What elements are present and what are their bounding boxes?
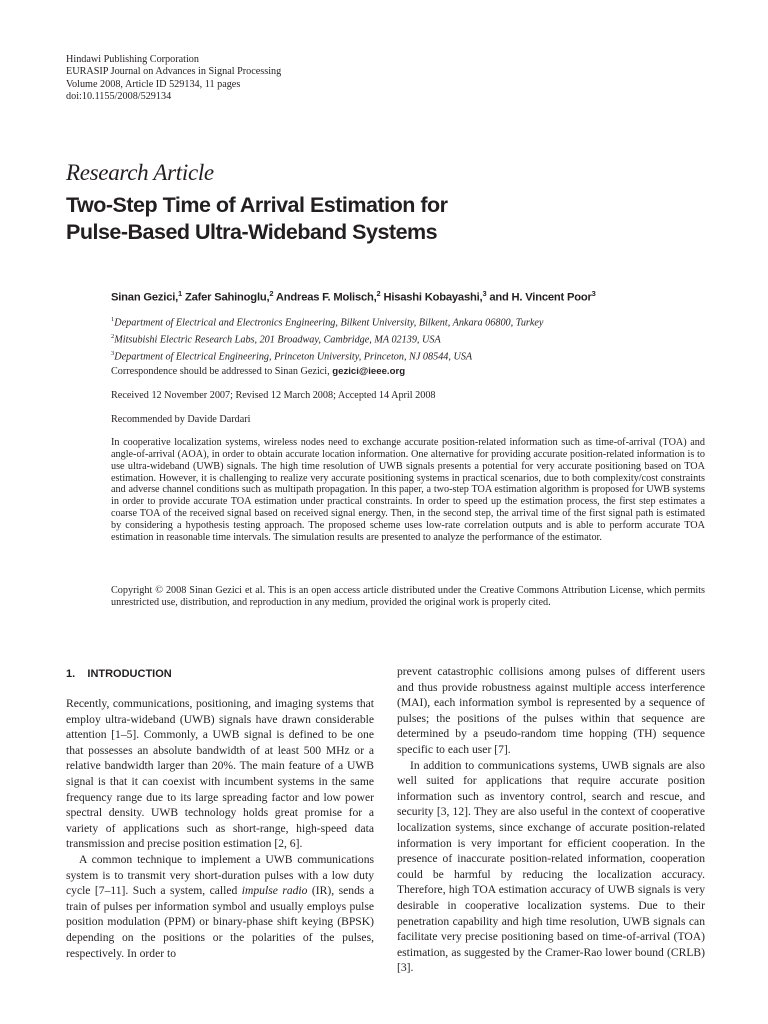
correspondence-email-link[interactable]: gezici@ieee.org [332,366,406,377]
left-column [66,696,374,961]
article-dates: Received 12 November 2007; Revised 12 March 2008; Accepted 14 April 2008 [111,390,436,401]
author-name: Zafer Sahinoglu, [184,291,270,304]
author-name: Hisashi Kobayashi, [383,291,483,304]
article-type: Research Article [66,160,214,185]
author-affiliation-mark: 1 [178,289,183,298]
affiliation-item: $^2$Mitsubishi Electric Research Labs, 201 Broadway, Cambridge, MA 02139, USA [111,333,441,346]
publisher-name: Hindawi Publishing Corporation [66,54,199,65]
publication-header [66,54,281,104]
affiliation-item: $^3$Department of Electrical Engineering, Princeton University, Princeton, NJ 08544, USA [111,350,473,363]
title-line-1: Two-Step Time of Arrival Estimation for [66,193,448,217]
volume-info: Volume 2008, Article ID 529134, 11 pages [66,78,241,90]
copyright-notice: Copyright © 2008 Sinan Gezici et al. This is an open access article distributed under the Creative Commons Attribution License, which permits unrestricted use, distribution, and reproduction in any medium, provided the original work is properly cited. [111,585,705,609]
section-heading: 1. INTRODUCTION [66,668,172,680]
paragraph: A common technique to implement a UWB communications system is to transmit very short-duration pulses with a low duty cycle [7–11]. Such a system, called impulse radio (IR), sends a train of pulses per information symbol and usually employs pulse position modulation (PPM) or binary-phase shift keying (BPSK) depending on the positions or the polarities of the pulses, respectively. In order to [66,852,374,960]
recommended-by: Recommended by Davide Dardari [111,414,251,425]
author-affiliation-mark: 3 [591,289,596,298]
title-line-2: Pulse-Based Ultra-Wideband Systems [66,220,438,244]
affiliations [111,313,543,364]
paragraph: prevent catastrophic collisions among pulses of different users and thus provide robustness against multiple access interference (MAI), each information symbol is represented by a sequence of pulses; the positions of the pulses within that sequence are determined by a pseudo-random time hopping (TH) sequence specific to each user [7]. [397,665,705,756]
journal-name: EURASIP Journal on Advances in Signal Processing [66,66,282,78]
author-name: Andreas F. Molisch, [275,291,377,304]
doi-link[interactable]: doi:10.1155/2008/529134 [66,91,172,103]
author-affiliation-mark: 2 [376,289,381,298]
paper-title [66,192,447,246]
correspondence-text: Correspondence should be addressed to Sinan Gezici, [111,366,333,377]
author-affiliation-mark: 2 [269,289,274,298]
author-list [111,289,596,304]
paragraph: Recently, communications, positioning, and imaging systems that employ ultra-wideband (UWB) signals have drawn considerable attention [1–5]. Commonly, a UWB signal is defined to be one that possesses an absolute bandwidth of at least 500 MHz or a relative bandwidth larger than 20%. The main feature of a UWB signal is that it can coexist with incumbent systems in the same frequency range due to its large spreading factor and low power spectral density. UWB technology holds great promise for a variety of applications such as short-range, high-speed data transmission and precise position estimation [2, 6]. [66,697,374,851]
abstract-text: In cooperative localization systems, wireless nodes need to exchange accurate position-related information such as time-of-arrival (TOA) and angle-of-arrival (AOA), in order to obtain accurate location information. One alternative for providing accurate position-related information is to use ultra-wideband (UWB) signals. The high time resolution of UWB signals presents a potential for very accurate positioning based on TOA estimation. However, it is challenging to realize very accurate positioning systems in practical scenarios, due to both complexity/cost constraints and adverse channel conditions such as multipath propagation. In this paper, a two-step TOA estimation algorithm is proposed for UWB systems in order to provide accurate TOA estimation under practical constraints. In order to speed up the estimation process, the first step estimates a coarse TOA of the received signal based on received signal energy. Then, in the second step, the arrival time of the first signal path is estimated by considering a hypothesis testing approach. The proposed scheme uses low-rate correlation outputs and is able to perform accurate TOA estimation in reasonable time intervals. The simulation results are presented to analyze the performance of the estimator. [111,437,705,543]
author-name: and H. Vincent Poor [489,291,592,304]
author-name: Sinan Gezici, [111,291,179,304]
right-column [397,664,705,976]
correspondence [111,366,405,377]
paragraph: In addition to communications systems, UWB signals are also well suited for applications that require accurate position information such as inventory control, search and rescue, and security [3, 12]. They are also useful in the context of cooperative localization systems, since exchange of accurate position-related information is very important for efficient cooperation. In the presence of inaccurate position-related information, cooperation could be harmful by reducing the localization accuracy. Therefore, high TOA estimation accuracy of UWB signals is very desirable in cooperative localization systems. Due to their penetration capability and high time resolution, UWB signals can facilitate very precise positioning based on time-of-arrival (TOA) estimation, as suggested by the Cramer-Rao lower bound (CRLB) [3]. [397,758,705,975]
author-affiliation-mark: 3 [482,289,487,298]
affiliation-item: $^1$Department of Electrical and Electronics Engineering, Bilkent University, Bilkent, Ankara 06800, Turkey [111,316,544,329]
